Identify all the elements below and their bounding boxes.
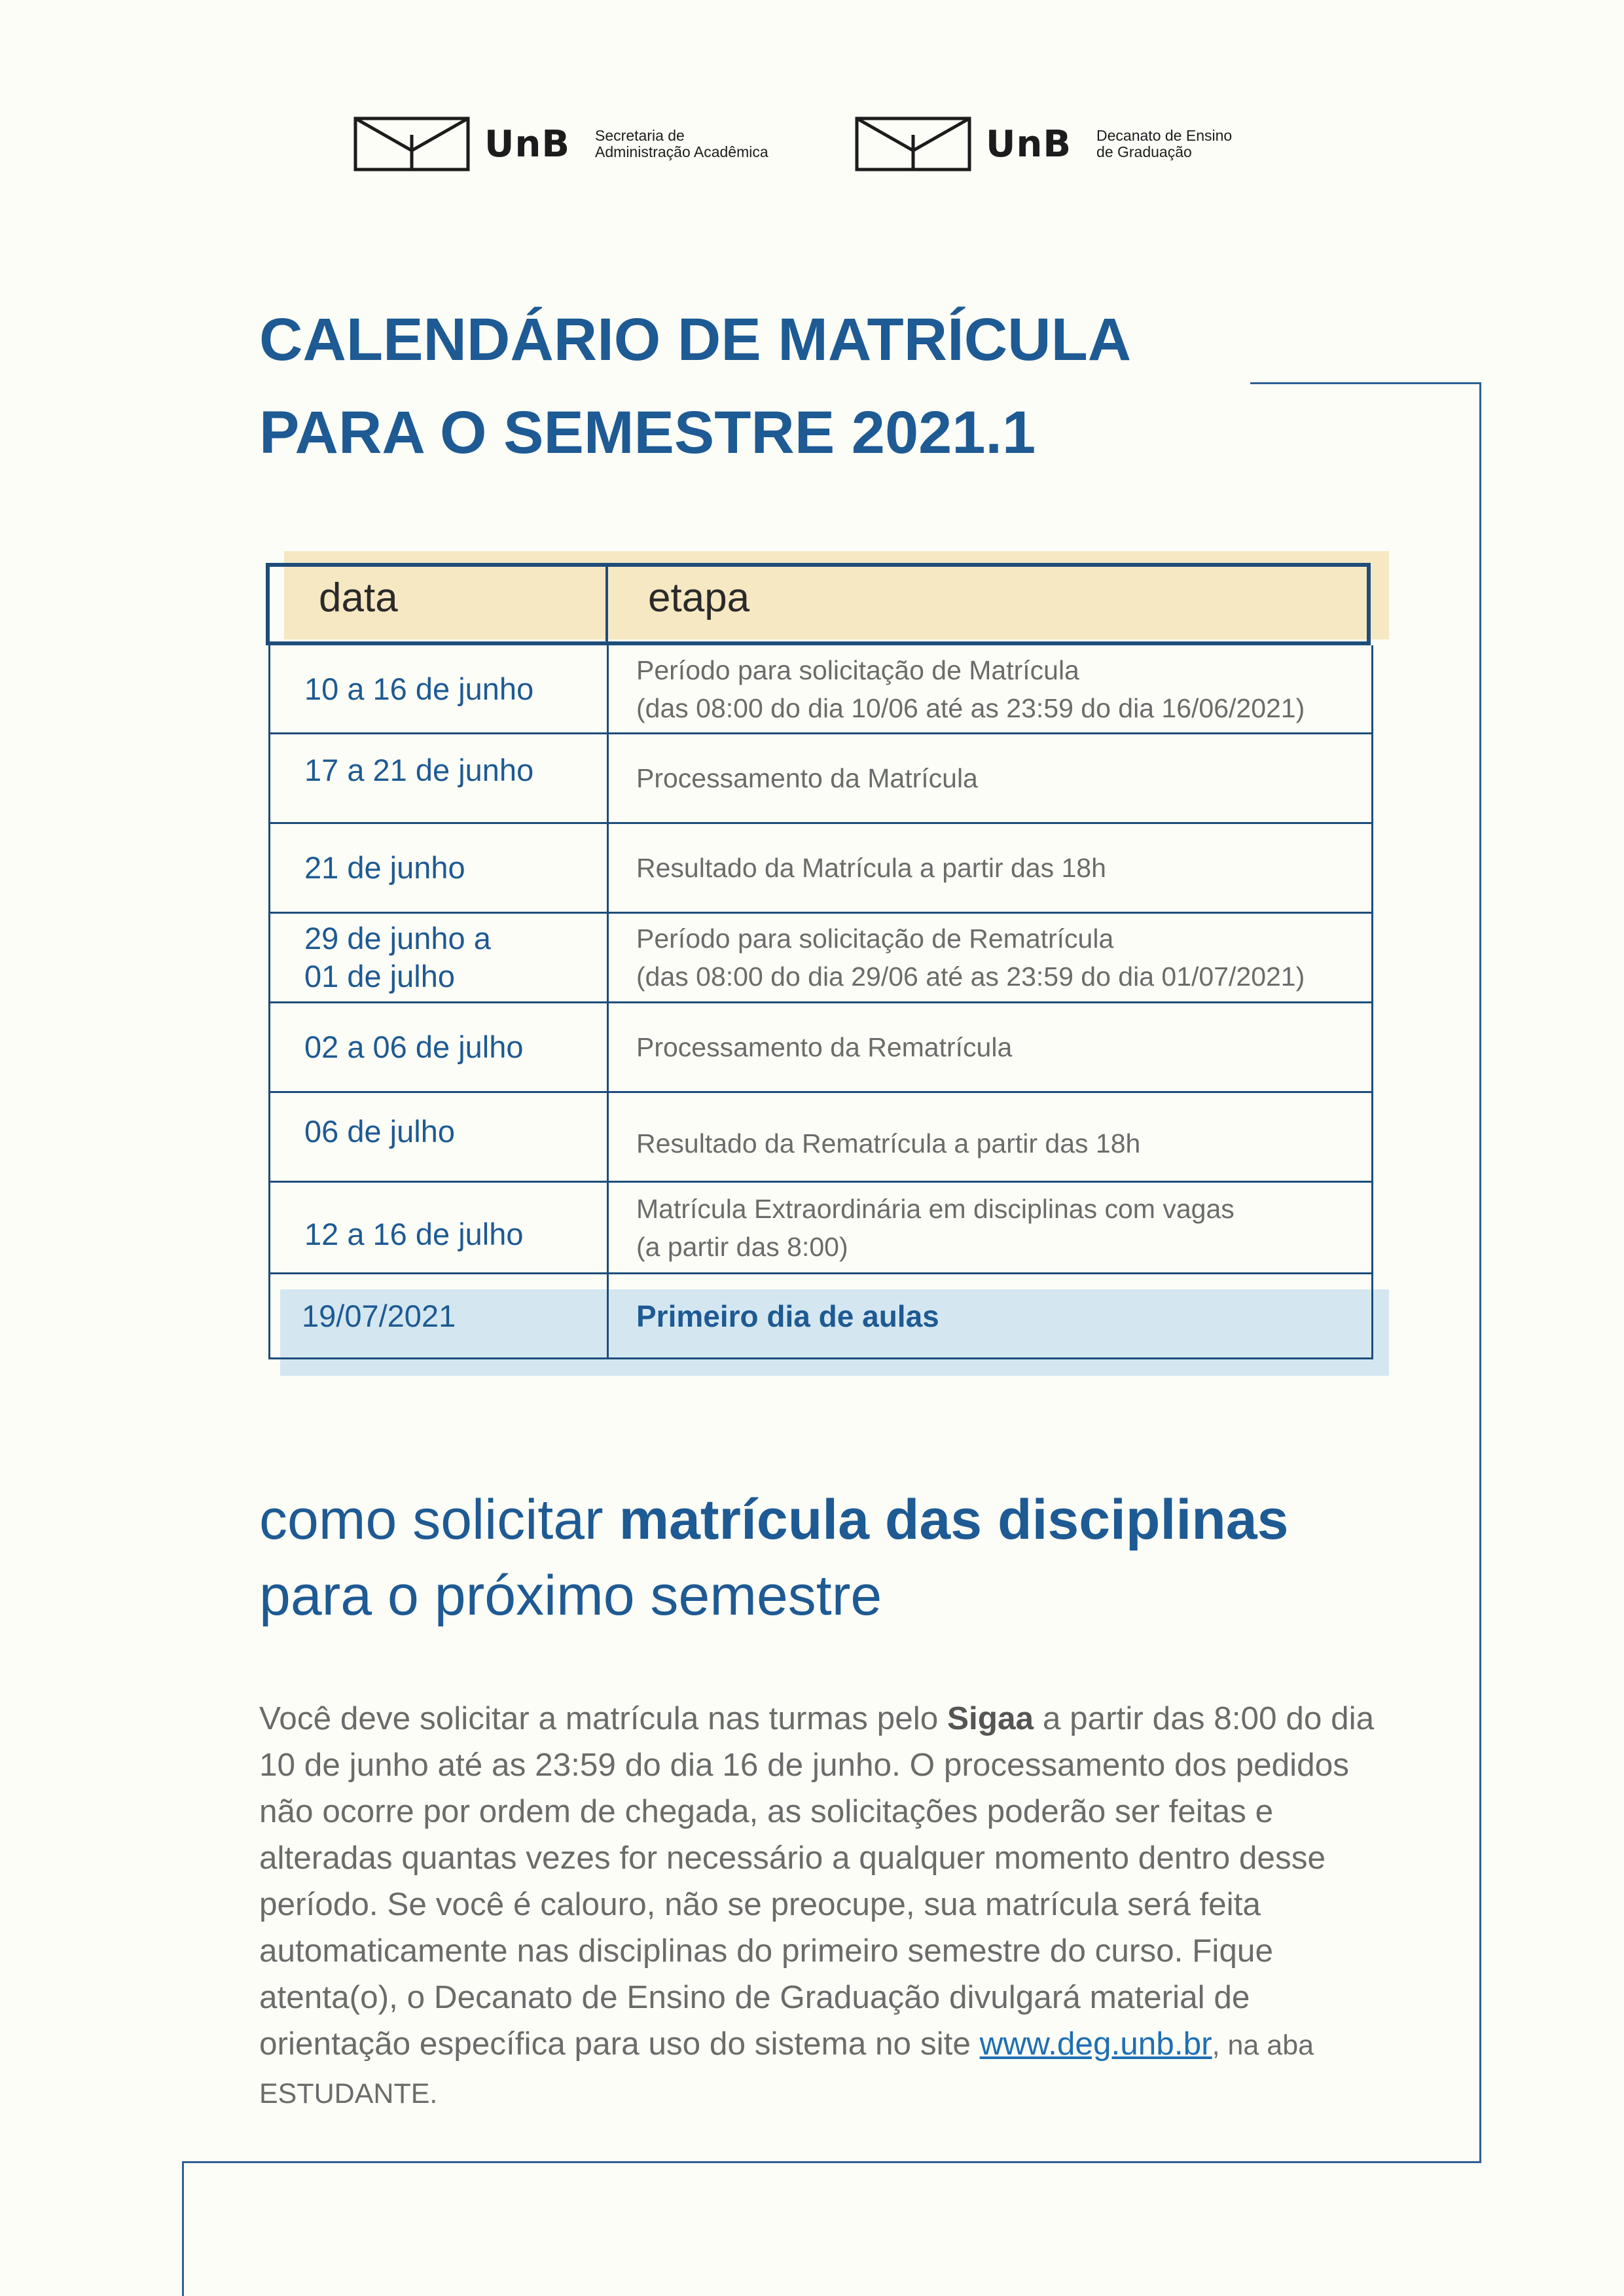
row-date: 12 a 16 de julho [270,1183,609,1272]
frame-line-bottom [182,2161,1481,2163]
logo-deg [855,115,1232,173]
deg-site-link[interactable]: www.deg.unb.br [979,2026,1212,2062]
row-etapa: Período para solicitação de Matrícula (das 08:00 do dia 10/06 até as 23:59 do dia 16/06/2021) [636,655,1305,723]
table-row [268,1093,1373,1183]
page-title: CALENDÁRIO DE MATRÍCULA PARA O SEMESTRE 2021.1 [259,306,1132,466]
calendar-table [268,645,1373,1359]
table-row [268,824,1373,914]
table-header [266,563,1371,645]
table-row [268,734,1373,824]
row-etapa: Período para solicitação de Rematrícula (das 08:00 do dia 29/06 até as 23:59 do dia 01/07/2021) [636,924,1305,992]
instructions-paragraph: Você deve solicitar a matrícula nas turmas pelo Sigaa a partir das 8:00 do dia 10 de junho até as 23:59 do dia 16 de junho. O processamento dos pedidos não ocorre por ordem de chegada, as solicitações poderão ser feitas e alteradas quantas vezes for necessário a qualquer momento dentro desse período. Se você é calouro, não se preocupe, sua matrícula será feita automaticamente nas disciplinas do primeiro semestre do curso. Fique atenta(o), o Decanato de Ensino de Graduação divulgará material de orientação específica para uso do sistema no site www.deg.unb.br, na aba ESTUDANTE. [259,1700,1375,2109]
logo-brand: UnB [986,122,1072,166]
frame-line-left [182,2161,184,2296]
row-etapa: Resultado da Matrícula a partir das 18h [636,853,1106,883]
logo-brand: UnB [484,122,571,166]
row-date: 19/07/2021 [270,1274,609,1357]
table-row [268,1003,1373,1093]
table-row [268,645,1373,734]
row-date: 29 de junho a 01 de julho [270,914,609,1001]
frame-line-top [1250,382,1481,384]
header-divider [605,567,608,641]
section-heading: como solicitar matrícula das disciplinas para o próximo semestre [259,1488,1289,1627]
column-header-etapa: etapa [648,575,750,620]
unb-logo-icon [855,117,971,171]
row-etapa: Processamento da Matrícula [636,763,978,793]
row-etapa: Matrícula Extraordinária em disciplinas com vagas (a partir das 8:00) [636,1193,1235,1262]
unb-logo-icon [353,117,470,171]
logo-saa [353,115,768,173]
table-row [268,914,1373,1003]
logo-subtitle: Decanato de Ensino de Graduação [1096,127,1233,160]
row-etapa: Resultado da Rematrícula a partir das 18h [636,1128,1141,1158]
row-date: 17 a 21 de junho [270,734,609,822]
logo-subtitle: Secretaria de Administração Acadêmica [595,127,768,160]
row-date: 06 de julho [270,1093,609,1181]
table-row [268,1183,1373,1274]
sigaa-name: Sigaa [947,1700,1034,1736]
table-row-first-class-day [268,1274,1373,1359]
frame-line-right [1479,382,1481,2162]
column-header-data: data [319,575,398,620]
row-date: 02 a 06 de julho [270,1003,609,1091]
row-date: 21 de junho [270,824,609,912]
row-date: 10 a 16 de junho [270,645,609,732]
row-etapa: Processamento da Rematrícula [636,1032,1013,1062]
row-etapa: Primeiro dia de aulas [636,1299,939,1333]
